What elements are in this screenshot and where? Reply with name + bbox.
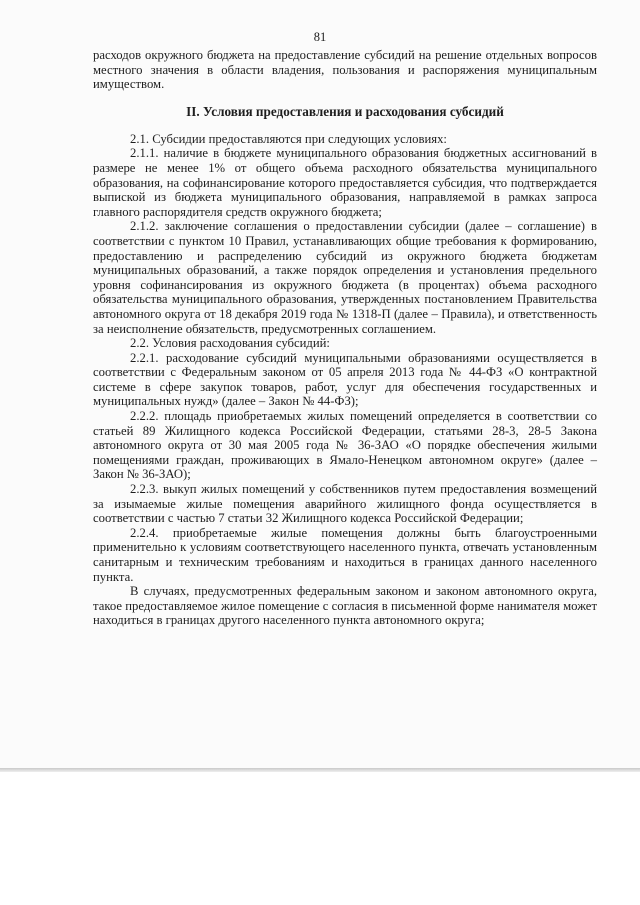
page-edge: [0, 768, 640, 772]
paragraph-2-1-1: 2.1.1. наличие в бюджете муниципального образования бюджетных ассигнований в размере не менее 1% от общего объема расходного обязательства муниципального образования, на софинансирование которого предоставляется субсидия, что подтверждается выпиской из бюджета муниципального образования, направляемой в рамках запроса главного распорядителя средств окружного бюджета;: [93, 146, 597, 219]
paragraph-2-1-2: 2.1.2. заключение соглашения о предоставлении субсидии (далее – соглашение) в соответствии с пунктом 10 Правил, устанавливающих общие требования к формированию, предоставлению и распределению субсидий из окружного бюджета бюджетам муниципальных образований, а также порядок определения и установления предельного уровня софинансирования из окружного бюджета (в процентах) объема расходного обязательства муниципального образования, утвержденных постановлением Правительства автономного округа от 18 декабря 2019 года № 1318-П (далее – Правила), и ответственность за неисполнение обязательств, предусмотренных соглашением.: [93, 219, 597, 336]
document-body: [93, 48, 597, 628]
paragraph-cases: В случаях, предусмотренных федеральным законом и законом автономного округа, такое предоставляемое жилое помещение с согласия в письменной форме нанимателя может находиться в границах другого населенного пункта автономного округа;: [93, 584, 597, 628]
section-heading: II. Условия предоставления и расходования субсидий: [186, 103, 504, 119]
paragraph-2-2-1: 2.2.1. расходование субсидий муниципальными образованиями осуществляется в соответствии с Федеральным законом от 05 апреля 2013 года № 44-ФЗ «О контрактной системе в сфере закупок товаров, работ, услуг для обеспечения государственных и муниципальных нужд» (далее – Закон № 44-ФЗ);: [93, 350, 597, 409]
paragraph-2-1: 2.1. Субсидии предоставляются при следующих условиях:: [130, 131, 447, 146]
page-number: 81: [313, 30, 327, 44]
paragraph-2-2-3: 2.2.3. выкуп жилых помещений у собственников путем предоставления возмещений за изымаемые жилые помещения аварийного жилищного фонда осуществляется в соответствии с частью 7 статьи 32 Жилищного кодекса Российской Федерации;: [93, 482, 597, 526]
paragraph-2-2-2: 2.2.2. площадь приобретаемых жилых помещений определяется в соответствии со статьей 89 Жилищного кодекса Российской Федерации, статьями 28-3, 28-5 Закона автономного округа от 30 мая 2005 года № 36-ЗАО «О порядке обеспечения жилыми помещениями граждан, проживающих в Ямало-Ненецком автономном округе» (далее – Закон № 36-ЗАО);: [93, 409, 597, 482]
paragraph-2-2-4: 2.2.4. приобретаемые жилые помещения должны быть благоустроенными применительно к условиям соответствующего населенного пункта, отвечать установленным санитарным и техническим требованиям и находиться в границах данного населенного пункта.: [93, 525, 597, 584]
intro-paragraph: расходов окружного бюджета на предоставление субсидий на решение отдельных вопросов местного значения в области владения, пользования и распоряжения муниципальным имуществом.: [93, 48, 597, 92]
paragraph-2-2: 2.2. Условия расходования субсидий:: [130, 336, 330, 351]
